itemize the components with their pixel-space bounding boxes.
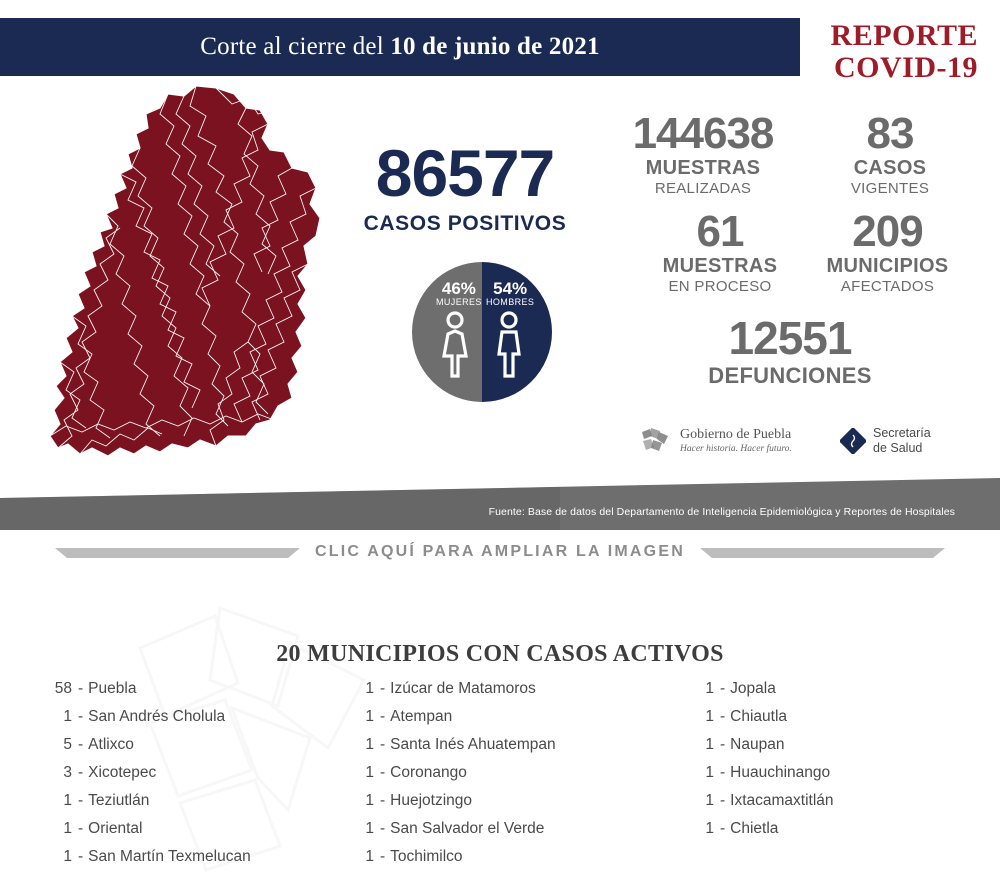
stat-casos-vigentes — [815, 109, 965, 197]
list-item — [350, 764, 650, 792]
active-cases-column-3 — [650, 680, 1000, 876]
list-item-dash: - — [78, 708, 84, 725]
list-item-count: 1 — [705, 792, 714, 809]
report-tag-line2: COVID-19 — [834, 50, 978, 84]
header-date — [0, 18, 800, 76]
stat-municipios-line2: AFECTADOS — [840, 277, 935, 295]
stat-muestras-en-proceso — [640, 207, 800, 295]
list-item — [48, 848, 330, 876]
secretaria-salud-logo — [840, 426, 931, 456]
report-tag-line1: REPORTE — [830, 19, 978, 52]
stat-proceso-line1: MUESTRAS — [662, 254, 778, 277]
header — [0, 18, 1000, 84]
header-date-prefix: Corte al cierre del — [200, 33, 391, 60]
list-item-dash: - — [380, 680, 386, 697]
list-item-dash: - — [380, 736, 386, 753]
list-item — [48, 764, 330, 792]
list-item-count: 1 — [365, 792, 374, 809]
list-item-count: 1 — [365, 708, 374, 725]
report-tag — [831, 20, 978, 83]
list-item-dash: - — [380, 848, 386, 865]
list-item-dash: - — [78, 792, 84, 809]
gobierno-puebla-tagline: Hacer historia. Hacer futuro. — [680, 443, 792, 454]
logos-row — [620, 418, 970, 478]
positive-cases-label: CASOS POSITIVOS — [363, 212, 567, 235]
list-item-dash: - — [78, 736, 84, 753]
list-item — [690, 764, 1000, 792]
stat-municipios-number: 209 — [852, 207, 923, 256]
list-item — [690, 736, 1000, 764]
header-date-value: 10 de junio de 2021 — [390, 33, 600, 60]
list-item-name: Atlixco — [88, 736, 134, 753]
map-svg — [20, 80, 370, 480]
stat-muestras-line1: MUESTRAS — [645, 156, 761, 179]
source-text: Fuente: Base de datos del Departamento de Inteligencia Epidemiológica y Reportes de Hospitales — [488, 506, 955, 518]
list-item-name: San Martín Texmelucan — [88, 848, 251, 865]
list-item-dash: - — [78, 820, 84, 837]
puebla-emblem-icon — [638, 424, 672, 458]
list-item-count: 1 — [365, 820, 374, 837]
puebla-state-map — [20, 80, 370, 480]
list-item-count: 5 — [63, 736, 72, 753]
list-item-dash: - — [380, 820, 386, 837]
active-cases-title: 20 MUNICIPIOS CON CASOS ACTIVOS — [276, 641, 724, 667]
list-item-name: Chiautla — [730, 708, 788, 725]
list-item — [350, 820, 650, 848]
list-item-count: 1 — [365, 848, 374, 865]
list-item-name: Huauchinango — [730, 764, 831, 781]
list-item — [350, 736, 650, 764]
list-item-name: San Andrés Cholula — [88, 708, 226, 725]
list-item-name: Atempan — [390, 708, 453, 725]
secretaria-salud-text — [873, 426, 931, 456]
list-item-count: 1 — [63, 848, 72, 865]
list-item-count: 1 — [705, 820, 714, 837]
positive-cases-number: 86577 — [375, 136, 555, 210]
gender-donut-chart — [408, 258, 556, 406]
list-item — [690, 680, 1000, 708]
stat-municipios-line1: MUNICIPIOS — [826, 254, 949, 277]
list-item — [350, 708, 650, 736]
active-cases-columns — [0, 680, 1000, 876]
list-item — [690, 792, 1000, 820]
list-item — [690, 820, 1000, 848]
list-item-dash: - — [380, 708, 386, 725]
list-item-name: Chietla — [730, 820, 779, 837]
list-item — [48, 736, 330, 764]
list-item — [48, 792, 330, 820]
list-item-name: Jopala — [730, 680, 776, 697]
source-ribbon-svg — [0, 478, 1000, 530]
gobierno-puebla-text — [680, 427, 792, 454]
list-item-name: Naupan — [730, 736, 785, 753]
active-cases-section — [0, 578, 1000, 877]
list-item-count: 1 — [63, 708, 72, 725]
list-item-dash: - — [380, 792, 386, 809]
gobierno-puebla-name: Gobierno de Puebla — [680, 427, 792, 443]
list-item-dash: - — [78, 680, 84, 697]
gobierno-puebla-logo — [638, 424, 792, 458]
list-item — [48, 708, 330, 736]
secretaria-salud-line2: de Salud — [873, 441, 923, 455]
list-item-name: Coronango — [390, 764, 467, 781]
stat-muestras-line2: REALIZADAS — [654, 179, 752, 197]
stat-muestras-number: 144638 — [632, 109, 774, 158]
source-ribbon — [0, 478, 1000, 530]
list-item-dash: - — [380, 764, 386, 781]
list-item-name: Santa Inés Ahuatempan — [390, 736, 556, 753]
list-item — [48, 820, 330, 848]
donut-women-text: MUJERES — [436, 296, 482, 307]
list-item-dash: - — [720, 764, 726, 781]
stat-muestras-realizadas — [608, 109, 798, 197]
list-item — [690, 708, 1000, 736]
map-shape-group — [50, 86, 326, 456]
list-item-dash: - — [720, 680, 726, 697]
stat-proceso-number: 61 — [696, 207, 744, 256]
list-item-count: 3 — [63, 764, 72, 781]
list-item-count: 1 — [365, 680, 374, 697]
list-item — [350, 792, 650, 820]
list-item-count: 1 — [705, 736, 714, 753]
stat-defunciones-number: 12551 — [728, 312, 852, 364]
stat-casos-line1: CASOS — [853, 156, 927, 179]
list-item-name: Oriental — [88, 820, 143, 837]
donut-men-pct: 54% — [493, 279, 528, 298]
donut-women-pct: 46% — [441, 279, 476, 298]
active-cases-column-2 — [330, 680, 650, 876]
stat-proceso-line2: EN PROCESO — [668, 277, 772, 295]
salud-diamond-icon — [840, 428, 866, 454]
list-item-dash: - — [720, 736, 726, 753]
list-item-name: Xicotepec — [88, 764, 157, 781]
stat-defunciones — [675, 312, 905, 389]
donut-men-text: HOMBRES — [486, 296, 535, 307]
positive-cases-block — [340, 136, 590, 236]
list-item — [350, 680, 650, 708]
stat-defunciones-line1: DEFUNCIONES — [708, 362, 872, 388]
list-item-count: 1 — [705, 680, 714, 697]
list-item-name: Teziutlán — [88, 792, 150, 809]
list-item-name: Puebla — [88, 680, 137, 697]
list-item — [350, 848, 650, 876]
stat-casos-number: 83 — [866, 109, 914, 158]
list-item-name: Izúcar de Matamoros — [390, 680, 536, 697]
list-item-count: 1 — [705, 708, 714, 725]
active-cases-column-1 — [0, 680, 330, 876]
list-item-count: 1 — [365, 764, 374, 781]
ribbon-shade — [0, 487, 560, 530]
list-item-count: 1 — [705, 764, 714, 781]
list-item-dash: - — [720, 708, 726, 725]
list-item-dash: - — [720, 820, 726, 837]
list-item-name: San Salvador el Verde — [390, 820, 545, 837]
list-item-dash: - — [78, 848, 84, 865]
list-item-count: 1 — [63, 820, 72, 837]
list-item-dash: - — [78, 764, 84, 781]
list-item-name: Huejotzingo — [390, 792, 473, 809]
list-item-dash: - — [720, 792, 726, 809]
list-item-name: Ixtacamaxtitlán — [730, 792, 834, 809]
list-item-name: Tochimilco — [390, 848, 463, 865]
click-to-enlarge-banner[interactable] — [0, 534, 1000, 570]
stat-municipios-afectados — [800, 207, 975, 295]
click-to-enlarge-text[interactable]: CLIC AQUÍ PARA AMPLIAR LA IMAGEN — [315, 543, 685, 560]
donut-women-label — [436, 280, 482, 307]
list-item-count: 1 — [365, 736, 374, 753]
list-item-count: 58 — [54, 680, 72, 697]
donut-men-label — [486, 280, 534, 307]
list-item-count: 1 — [63, 792, 72, 809]
list-item — [48, 680, 330, 708]
secretaria-salud-line1: Secretaría — [873, 426, 931, 440]
stat-casos-line2: VIGENTES — [850, 179, 930, 197]
